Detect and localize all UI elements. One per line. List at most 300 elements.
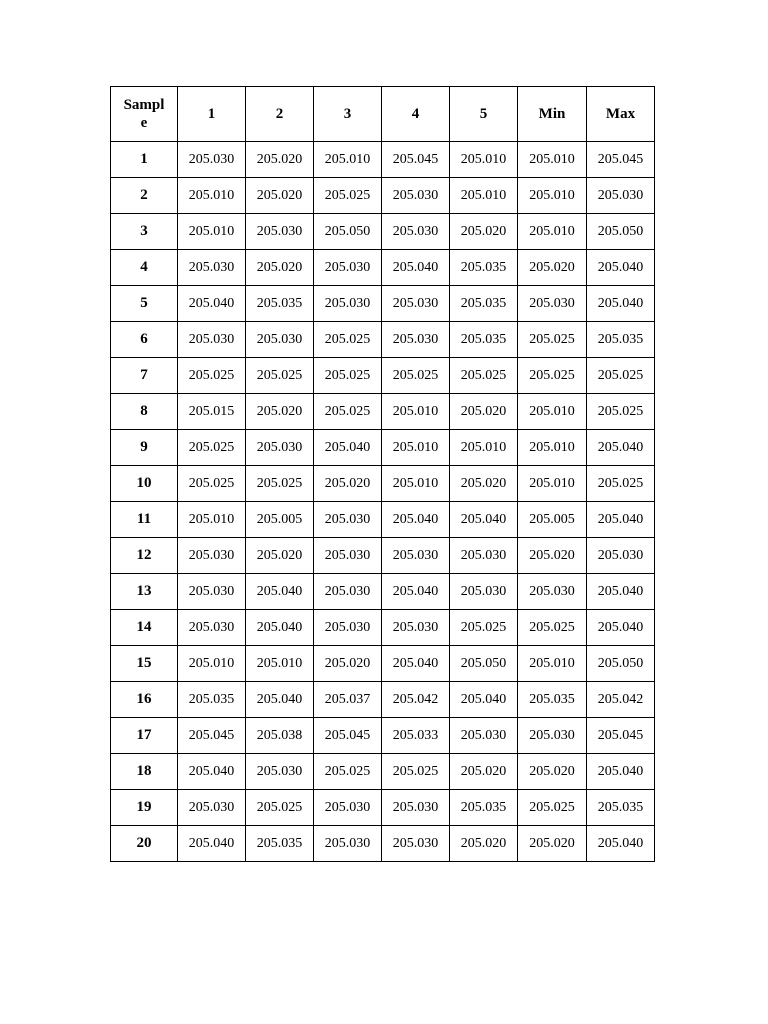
cell-value: 205.035 [460, 800, 507, 815]
measurement-cell [382, 610, 450, 646]
measurement-cell [382, 358, 450, 394]
cell-value: 205.050 [597, 656, 644, 671]
measurement-cell [314, 286, 382, 322]
min-cell [518, 682, 587, 718]
cell-value: 205.010 [188, 656, 235, 671]
measurement-cell [450, 142, 518, 178]
cell-value: 205.025 [324, 188, 371, 203]
sample-number-cell: 15 [111, 646, 178, 682]
cell-value: 205.010 [529, 188, 575, 203]
max-cell [587, 322, 655, 358]
max-cell [587, 826, 655, 862]
cell-value: 205.040 [597, 584, 644, 599]
cell-value: 205.010 [460, 152, 507, 167]
header-col-3: 3 [314, 87, 382, 142]
max-cell [587, 214, 655, 250]
cell-value: 205.030 [188, 260, 235, 275]
min-cell [518, 646, 587, 682]
cell-value: 205.020 [256, 548, 303, 563]
min-cell [518, 502, 587, 538]
cell-value: 205.030 [256, 440, 303, 455]
table-row [111, 826, 655, 862]
measurement-cell [314, 610, 382, 646]
cell-value: 205.020 [460, 764, 507, 779]
measurement-cell [450, 250, 518, 286]
measurement-cell [246, 214, 314, 250]
cell-value: 205.025 [188, 440, 235, 455]
cell-value: 205.010 [256, 656, 303, 671]
measurement-cell [382, 466, 450, 502]
cell-value: 205.030 [324, 296, 371, 311]
max-cell [587, 358, 655, 394]
cell-value: 205.042 [392, 692, 439, 707]
cell-value: 205.030 [392, 332, 439, 347]
cell-value: 205.030 [188, 800, 235, 815]
measurement-cell [450, 718, 518, 754]
measurement-cell [314, 430, 382, 466]
cell-value: 205.040 [392, 656, 439, 671]
cell-value: 205.025 [188, 476, 235, 491]
cell-value: 205.010 [529, 152, 575, 167]
table-row [111, 142, 655, 178]
cell-value: 205.030 [392, 836, 439, 851]
cell-value: 205.040 [597, 620, 644, 635]
cell-value: 205.040 [188, 296, 235, 311]
cell-value: 205.045 [188, 728, 235, 743]
min-cell [518, 178, 587, 214]
measurement-cell [178, 142, 246, 178]
cell-value: 205.037 [324, 692, 371, 707]
table-row [111, 646, 655, 682]
cell-value: 205.040 [392, 584, 439, 599]
measurement-cell [382, 250, 450, 286]
measurement-cell [314, 646, 382, 682]
cell-value: 205.030 [324, 260, 371, 275]
measurement-cell [178, 286, 246, 322]
measurement-cell [382, 142, 450, 178]
measurement-cell [314, 754, 382, 790]
cell-value: 205.042 [597, 692, 644, 707]
measurement-cell [450, 826, 518, 862]
cell-value: 205.020 [256, 188, 303, 203]
cell-value: 205.030 [324, 836, 371, 851]
measurement-cell [382, 754, 450, 790]
measurement-cell [178, 178, 246, 214]
cell-value: 205.030 [392, 620, 439, 635]
cell-value: 205.025 [256, 800, 303, 815]
cell-value: 205.040 [256, 584, 303, 599]
min-cell [518, 790, 587, 826]
cell-value: 205.025 [324, 368, 371, 383]
cell-value: 205.020 [529, 548, 575, 563]
measurement-cell [314, 178, 382, 214]
measurement-cell [314, 538, 382, 574]
cell-value: 205.020 [460, 836, 507, 851]
cell-value: 205.025 [256, 476, 303, 491]
measurement-cell [246, 826, 314, 862]
sample-number-cell: 14 [111, 610, 178, 646]
measurement-cell [246, 430, 314, 466]
table-row [111, 394, 655, 430]
table-row [111, 538, 655, 574]
cell-value: 205.005 [256, 512, 303, 527]
min-cell [518, 466, 587, 502]
cell-value: 205.050 [324, 224, 371, 239]
cell-value: 205.010 [529, 224, 575, 239]
table-row [111, 358, 655, 394]
measurement-cell [246, 754, 314, 790]
cell-value: 205.020 [460, 224, 507, 239]
measurement-cell [246, 286, 314, 322]
measurement-cell [178, 394, 246, 430]
measurement-cell [178, 610, 246, 646]
table-row [111, 178, 655, 214]
min-cell [518, 322, 587, 358]
max-cell [587, 430, 655, 466]
cell-value: 205.040 [392, 512, 439, 527]
cell-value: 205.040 [324, 440, 371, 455]
measurement-cell [246, 394, 314, 430]
measurement-cell [178, 754, 246, 790]
cell-value: 205.020 [529, 836, 575, 851]
measurement-cell [178, 430, 246, 466]
cell-value: 205.010 [188, 224, 235, 239]
cell-value: 205.015 [188, 404, 235, 419]
measurement-cell [246, 142, 314, 178]
measurement-cell [314, 502, 382, 538]
cell-value: 205.025 [597, 368, 644, 383]
cell-value: 205.020 [324, 656, 371, 671]
cell-value: 205.030 [529, 296, 575, 311]
measurement-cell [314, 718, 382, 754]
cell-value: 205.010 [392, 476, 439, 491]
measurement-cell [382, 790, 450, 826]
cell-value: 205.025 [529, 800, 575, 815]
measurement-cell [178, 250, 246, 286]
cell-value: 205.025 [324, 764, 371, 779]
measurement-cell [450, 682, 518, 718]
table-row [111, 718, 655, 754]
cell-value: 205.038 [256, 728, 303, 743]
measurement-cell [178, 682, 246, 718]
measurement-cell [450, 610, 518, 646]
cell-value: 205.025 [256, 368, 303, 383]
min-cell [518, 358, 587, 394]
header-col-5: 5 [450, 87, 518, 142]
table-row [111, 466, 655, 502]
cell-value: 205.040 [597, 836, 644, 851]
max-cell [587, 754, 655, 790]
header-col-4: 4 [382, 87, 450, 142]
cell-value: 205.025 [392, 764, 439, 779]
cell-value: 205.035 [529, 692, 575, 707]
measurement-cell [450, 574, 518, 610]
sample-number-cell: 3 [111, 214, 178, 250]
cell-value: 205.010 [188, 512, 235, 527]
max-cell [587, 538, 655, 574]
cell-value: 205.030 [324, 548, 371, 563]
cell-value: 205.045 [597, 728, 644, 743]
min-cell [518, 826, 587, 862]
measurement-cell [178, 214, 246, 250]
cell-value: 205.025 [188, 368, 235, 383]
measurement-cell [314, 322, 382, 358]
sample-number-cell: 12 [111, 538, 178, 574]
measurement-cell [246, 718, 314, 754]
cell-value: 205.030 [392, 548, 439, 563]
sample-number-cell: 8 [111, 394, 178, 430]
measurement-table [110, 86, 655, 862]
max-cell [587, 790, 655, 826]
max-cell [587, 574, 655, 610]
measurement-cell [382, 322, 450, 358]
cell-value: 205.030 [392, 296, 439, 311]
cell-value: 205.030 [188, 584, 235, 599]
sample-number-cell: 16 [111, 682, 178, 718]
header-max: Max [587, 87, 655, 142]
cell-value: 205.040 [597, 296, 644, 311]
measurement-cell [314, 682, 382, 718]
max-cell [587, 718, 655, 754]
cell-value: 205.040 [256, 620, 303, 635]
cell-value: 205.020 [256, 404, 303, 419]
sample-number-cell: 20 [111, 826, 178, 862]
cell-value: 205.030 [597, 188, 644, 203]
cell-value: 205.030 [597, 548, 644, 563]
max-cell [587, 394, 655, 430]
measurement-cell [450, 286, 518, 322]
measurement-cell [314, 250, 382, 286]
measurement-cell [178, 646, 246, 682]
table-row [111, 286, 655, 322]
sample-number-cell: 4 [111, 250, 178, 286]
measurement-cell [382, 214, 450, 250]
cell-value: 205.025 [529, 332, 575, 347]
table-row [111, 574, 655, 610]
max-cell [587, 178, 655, 214]
table-row [111, 322, 655, 358]
sample-number-cell: 5 [111, 286, 178, 322]
cell-value: 205.030 [188, 548, 235, 563]
min-cell [518, 430, 587, 466]
table-row [111, 790, 655, 826]
measurement-cell [314, 466, 382, 502]
sample-number-cell: 11 [111, 502, 178, 538]
min-cell [518, 286, 587, 322]
cell-value: 205.040 [256, 692, 303, 707]
measurement-cell [450, 178, 518, 214]
max-cell [587, 250, 655, 286]
cell-value: 205.025 [324, 404, 371, 419]
table-row [111, 250, 655, 286]
max-cell [587, 502, 655, 538]
cell-value: 205.030 [324, 584, 371, 599]
cell-value: 205.025 [529, 368, 575, 383]
header-min: Min [518, 87, 587, 142]
measurement-cell [450, 502, 518, 538]
sample-number-cell: 10 [111, 466, 178, 502]
table-row [111, 214, 655, 250]
sample-number-cell: 2 [111, 178, 178, 214]
cell-value: 205.010 [324, 152, 371, 167]
cell-value: 205.040 [597, 512, 644, 527]
cell-value: 205.040 [188, 836, 235, 851]
cell-value: 205.010 [392, 404, 439, 419]
cell-value: 205.050 [460, 656, 507, 671]
measurement-cell [246, 790, 314, 826]
cell-value: 205.010 [529, 656, 575, 671]
cell-value: 205.025 [597, 476, 644, 491]
table-row [111, 682, 655, 718]
cell-value: 205.035 [597, 332, 644, 347]
cell-value: 205.035 [188, 692, 235, 707]
cell-value: 205.020 [460, 404, 507, 419]
cell-value: 205.020 [460, 476, 507, 491]
cell-value: 205.030 [529, 584, 575, 599]
table-row [111, 430, 655, 466]
measurement-cell [246, 358, 314, 394]
cell-value: 205.030 [256, 224, 303, 239]
sample-number-cell: 7 [111, 358, 178, 394]
measurement-cell [246, 610, 314, 646]
measurement-cell [382, 502, 450, 538]
cell-value: 205.040 [460, 692, 507, 707]
cell-value: 205.030 [188, 152, 235, 167]
min-cell [518, 610, 587, 646]
sample-number-cell: 17 [111, 718, 178, 754]
measurement-cell [314, 574, 382, 610]
cell-value: 205.035 [460, 260, 507, 275]
measurement-cell [382, 574, 450, 610]
cell-value: 205.030 [188, 332, 235, 347]
cell-value: 205.040 [460, 512, 507, 527]
cell-value: 205.045 [324, 728, 371, 743]
max-cell [587, 610, 655, 646]
cell-value: 205.025 [324, 332, 371, 347]
min-cell [518, 718, 587, 754]
cell-value: 205.030 [188, 620, 235, 635]
measurement-cell [246, 682, 314, 718]
max-cell [587, 646, 655, 682]
measurement-cell [314, 214, 382, 250]
header-sample: Sample [111, 87, 178, 142]
measurement-cell [314, 358, 382, 394]
cell-value: 205.040 [597, 440, 644, 455]
cell-value: 205.020 [324, 476, 371, 491]
cell-value: 205.045 [392, 152, 439, 167]
cell-value: 205.010 [188, 188, 235, 203]
cell-value: 205.010 [529, 440, 575, 455]
cell-value: 205.030 [460, 728, 507, 743]
measurement-cell [450, 754, 518, 790]
cell-value: 205.025 [460, 620, 507, 635]
sample-number-cell: 18 [111, 754, 178, 790]
measurement-cell [178, 718, 246, 754]
sample-number-cell: 9 [111, 430, 178, 466]
measurement-cell [314, 826, 382, 862]
measurement-cell [450, 214, 518, 250]
cell-value: 205.020 [529, 260, 575, 275]
cell-value: 205.030 [392, 800, 439, 815]
measurement-cell [382, 394, 450, 430]
measurement-cell [178, 538, 246, 574]
measurement-cell [450, 322, 518, 358]
min-cell [518, 142, 587, 178]
cell-value: 205.035 [256, 296, 303, 311]
sample-number-cell: 13 [111, 574, 178, 610]
cell-value: 205.040 [597, 764, 644, 779]
cell-value: 205.040 [188, 764, 235, 779]
header-col-2: 2 [246, 87, 314, 142]
header-row [111, 87, 655, 142]
cell-value: 205.020 [256, 152, 303, 167]
cell-value: 205.030 [256, 332, 303, 347]
cell-value: 205.040 [597, 260, 644, 275]
cell-value: 205.010 [460, 440, 507, 455]
measurement-cell [382, 826, 450, 862]
measurement-cell [178, 466, 246, 502]
sample-number-cell: 19 [111, 790, 178, 826]
min-cell [518, 574, 587, 610]
measurement-cell [382, 286, 450, 322]
cell-value: 205.025 [529, 620, 575, 635]
measurement-cell [246, 250, 314, 286]
cell-value: 205.025 [460, 368, 507, 383]
header-col-1: 1 [178, 87, 246, 142]
measurement-cell [314, 790, 382, 826]
cell-value: 205.010 [529, 404, 575, 419]
min-cell [518, 754, 587, 790]
max-cell [587, 142, 655, 178]
measurement-cell [450, 466, 518, 502]
cell-value: 205.035 [597, 800, 644, 815]
measurement-cell [178, 826, 246, 862]
measurement-cell [178, 502, 246, 538]
measurement-cell [450, 646, 518, 682]
measurement-cell [382, 538, 450, 574]
measurement-cell [246, 646, 314, 682]
cell-value: 205.030 [529, 728, 575, 743]
measurement-cell [382, 718, 450, 754]
cell-value: 205.030 [460, 548, 507, 563]
measurement-cell [382, 178, 450, 214]
cell-value: 205.025 [597, 404, 644, 419]
cell-value: 205.035 [460, 332, 507, 347]
cell-value: 205.005 [529, 512, 575, 527]
cell-value: 205.033 [392, 728, 439, 743]
cell-value: 205.030 [460, 584, 507, 599]
cell-value: 205.020 [529, 764, 575, 779]
measurement-cell [382, 646, 450, 682]
min-cell [518, 250, 587, 286]
table-body [111, 142, 655, 862]
measurement-cell [178, 574, 246, 610]
cell-value: 205.030 [256, 764, 303, 779]
cell-value: 205.010 [529, 476, 575, 491]
measurement-cell [382, 430, 450, 466]
cell-value: 205.035 [256, 836, 303, 851]
measurement-cell [246, 466, 314, 502]
cell-value: 205.050 [597, 224, 644, 239]
measurement-cell [246, 538, 314, 574]
min-cell [518, 394, 587, 430]
sample-number-cell: 1 [111, 142, 178, 178]
measurement-cell [450, 430, 518, 466]
measurement-cell [450, 358, 518, 394]
measurement-cell [246, 322, 314, 358]
max-cell [587, 286, 655, 322]
table-row [111, 502, 655, 538]
